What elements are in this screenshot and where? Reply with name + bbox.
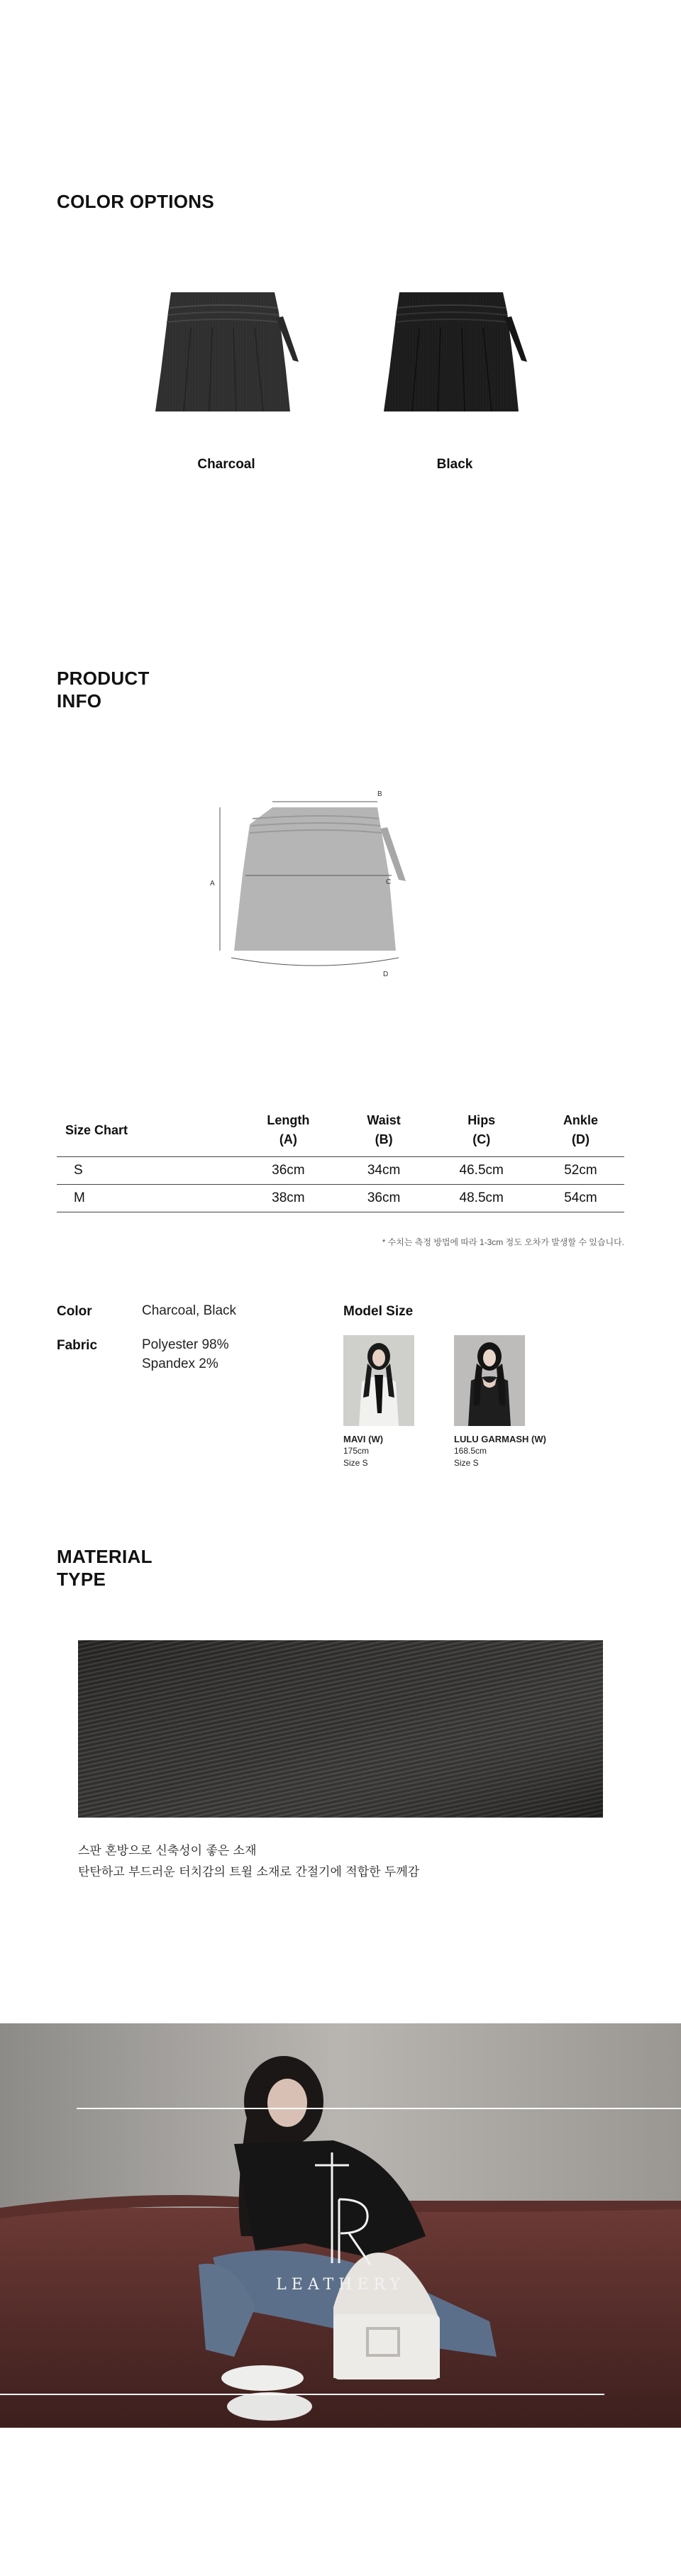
product-info-heading-line2: INFO xyxy=(57,690,102,712)
black-skirt-image[interactable] xyxy=(370,292,540,427)
value-cell: 46.5cm xyxy=(459,1163,504,1178)
diagram-label-a: A xyxy=(210,880,215,888)
brand-wordmark: LEATHERY xyxy=(276,2276,405,2294)
diagram-label-b: B xyxy=(377,790,382,798)
value-cell: 34cm xyxy=(367,1163,401,1178)
size-chart-note: * 수치는 측정 방법에 따라 1-3cm 정도 오차가 발생할 수 있습니다. xyxy=(382,1237,624,1247)
material-description-line2: 탄탄하고 부드러운 터치감의 트윌 소재로 간절기에 적합한 두께감 xyxy=(78,1865,420,1879)
color-option-label-black: Black xyxy=(436,457,473,472)
table-row xyxy=(57,1157,624,1185)
color-option-label-charcoal: Charcoal xyxy=(197,457,255,472)
color-value: Charcoal, Black xyxy=(142,1303,237,1318)
product-info-heading-line1: PRODUCT xyxy=(57,668,150,689)
size-chart-title: Size Chart xyxy=(65,1122,128,1137)
fabric-texture-image xyxy=(78,1640,603,1818)
table-row xyxy=(57,1185,624,1212)
diagram-label-c: C xyxy=(386,878,392,886)
fabric-key: Fabric xyxy=(57,1338,98,1353)
value-cell: 36cm xyxy=(367,1190,401,1205)
brand-monogram-logo xyxy=(305,2150,376,2270)
size-col-length: Length (A) xyxy=(267,1113,310,1146)
material-description xyxy=(78,1840,419,1883)
model-photo-lulu-garmash[interactable] xyxy=(454,1335,525,1426)
color-key: Color xyxy=(57,1304,92,1319)
hero-top-line xyxy=(77,2108,681,2109)
diagram-label-d: D xyxy=(383,971,389,978)
model-caption-lulu-garmash: LULU GARMASH (W) 168.5cm Size S xyxy=(454,1434,546,1468)
model-caption-mavi: MAVI (W) 175cm Size S xyxy=(343,1434,384,1468)
measurement-diagram xyxy=(206,787,461,979)
value-cell: 54cm xyxy=(564,1190,597,1205)
color-options-heading: COLOR OPTIONS xyxy=(57,191,215,212)
value-cell: 52cm xyxy=(564,1163,597,1178)
value-cell: 38cm xyxy=(272,1190,305,1205)
size-cell: S xyxy=(74,1163,83,1178)
value-cell: 36cm xyxy=(272,1163,305,1178)
size-chart-table xyxy=(57,1107,624,1212)
product-info-heading xyxy=(57,667,150,712)
value-cell: 48.5cm xyxy=(459,1190,504,1205)
size-chart-header-row xyxy=(57,1107,624,1157)
material-type-heading-line2: TYPE xyxy=(57,1569,106,1590)
charcoal-skirt-image[interactable] xyxy=(141,292,311,427)
material-description-line1: 스판 혼방으로 신축성이 좋은 소재 xyxy=(78,1844,257,1858)
material-type-heading xyxy=(57,1545,153,1591)
size-col-hips: Hips (C) xyxy=(467,1113,496,1146)
material-type-heading-line1: MATERIAL xyxy=(57,1546,153,1567)
fabric-value: Polyester 98% Spandex 2% xyxy=(142,1337,229,1371)
size-col-waist: Waist (B) xyxy=(367,1113,401,1146)
size-col-ankle: Ankle (D) xyxy=(563,1113,598,1146)
model-size-heading: Model Size xyxy=(343,1304,414,1319)
size-cell: M xyxy=(74,1190,85,1205)
hero-bottom-line xyxy=(0,2394,604,2395)
model-photo-mavi[interactable] xyxy=(343,1335,414,1426)
